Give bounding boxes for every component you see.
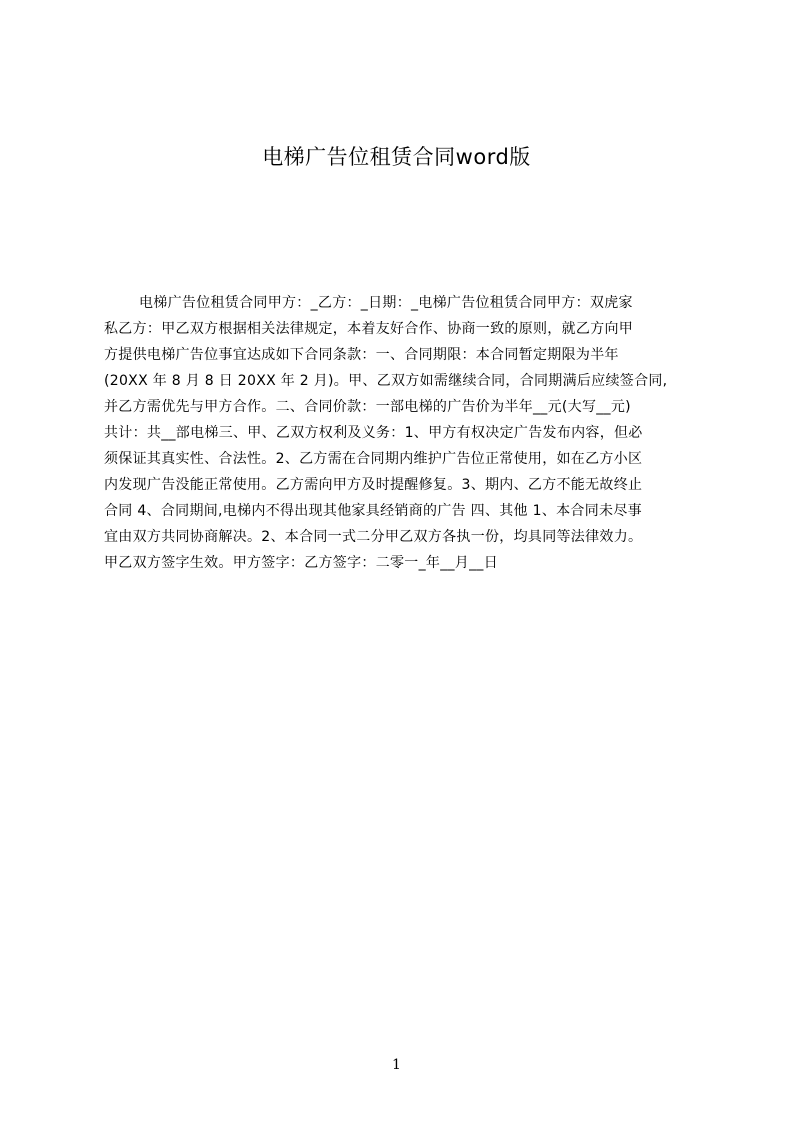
page-number: 1 (392, 1057, 401, 1073)
body-line: 私乙方：甲乙双方根据相关法律规定，本着友好合作、协商一致的原则，就乙方向甲 (104, 321, 634, 337)
document-title: 电梯广告位租赁合同word版 (262, 145, 531, 169)
body-line: 内发现广告没能正常使用。乙方需向甲方及时提醒修复。3、期内、乙方不能无故终止 (104, 477, 643, 493)
body-line: 电梯广告位租赁合同甲方：_乙方：_日期：_电梯广告位租赁合同甲方：双虎家 (139, 295, 633, 311)
body-line: (20XX 年 8 月 8 日 20XX 年 2 月)。甲、乙双方如需继续合同，合同期满后应续签合同, (104, 373, 668, 389)
contract-body (104, 290, 698, 576)
body-line: 共计：共__部电梯三、甲、乙双方权利及义务：1、甲方有权决定广告发布内容，但必 (104, 425, 643, 441)
body-line: 甲乙双方签字生效。甲方签字：乙方签字：二零一_年__月__日 (104, 555, 498, 571)
body-line: 合同 4、合同期间,电梯内不得出现其他家具经销商的广告 四、其他 1、本合同未尽事 (104, 503, 642, 519)
body-line: 宜由双方共同协商解决。2、本合同一式二分甲乙双方各执一份，均具同等法律效力。 (104, 529, 643, 545)
body-line: 并乙方需优先与甲方合作。二、合同价款：一部电梯的广告价为半年__元(大写__元) (104, 399, 631, 415)
body-line: 方提供电梯广告位事宜达成如下合同条款：一、合同期限：本合同暂定期限为半年 (104, 347, 619, 363)
body-line: 须保证其真实性、合法性。2、乙方需在合同期内维护广告位正常使用，如在乙方小区 (104, 451, 643, 467)
